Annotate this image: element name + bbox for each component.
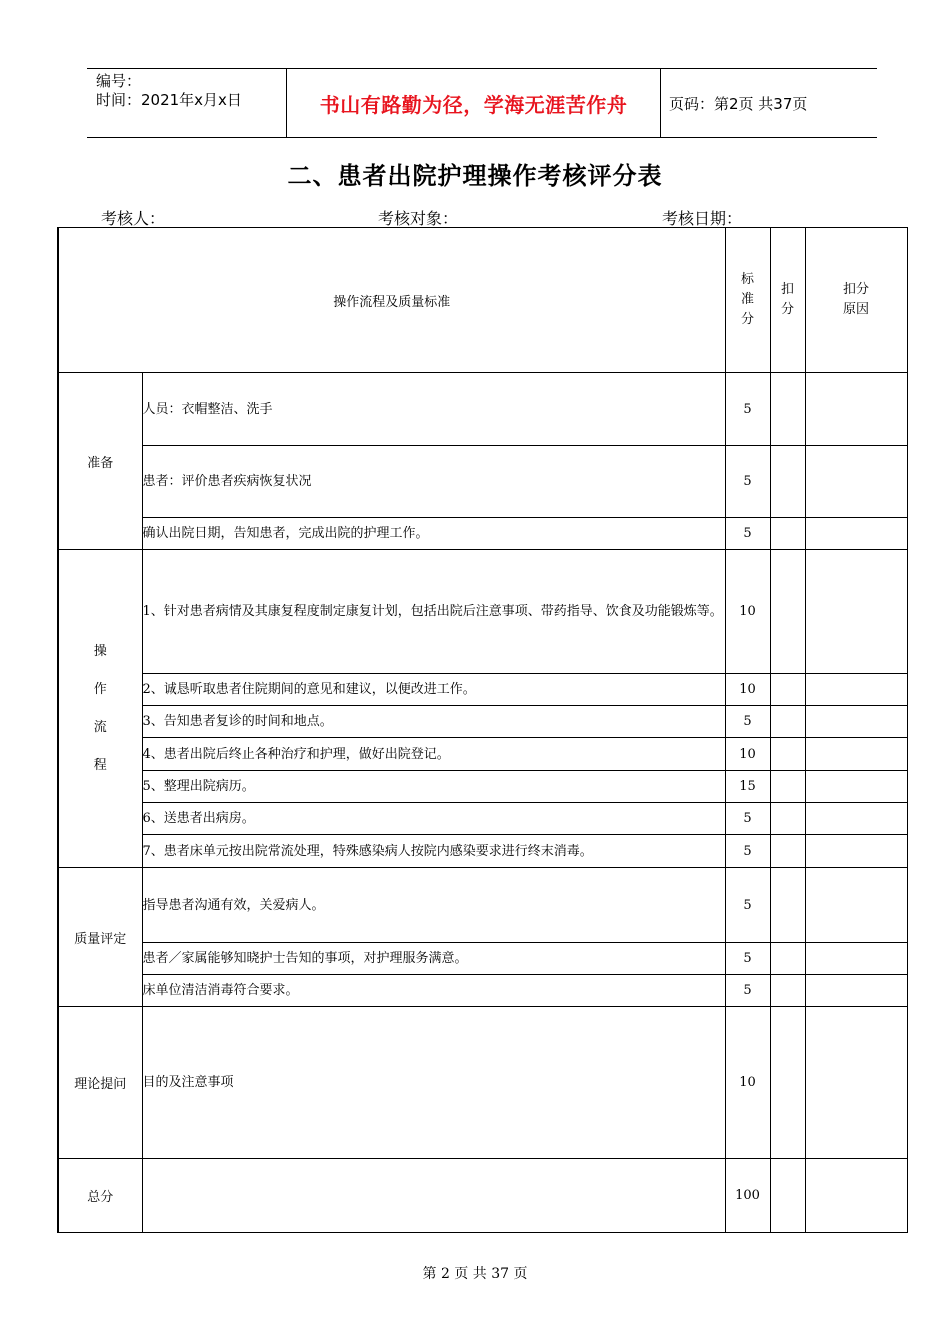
subject-label: 考核对象： xyxy=(378,209,459,228)
page-footer: 第 2 页 共 37 页 xyxy=(422,1266,528,1282)
reason-cell xyxy=(805,738,907,771)
standard-score: 10 xyxy=(725,674,770,706)
category-theory: 理论提问 xyxy=(58,1007,142,1159)
standard-score: 5 xyxy=(725,446,770,518)
table-row xyxy=(58,446,907,518)
reason-cell xyxy=(805,518,907,550)
table-row xyxy=(58,943,907,975)
deduct-cell xyxy=(770,446,805,518)
category-procedure: 操 作 流 程 xyxy=(58,550,142,868)
deduct-cell xyxy=(770,373,805,446)
page-title: 二、患者出院护理操作考核评分表 xyxy=(287,162,663,190)
total-row xyxy=(58,1159,907,1233)
standard-score: 10 xyxy=(725,738,770,771)
reason-cell xyxy=(805,975,907,1007)
reason-cell xyxy=(805,835,907,868)
table-row xyxy=(58,868,907,943)
deduct-cell xyxy=(770,943,805,975)
item-text: 3、告知患者复诊的时间和地点。 xyxy=(142,706,725,738)
table-row xyxy=(58,738,907,771)
item-text: 2、诚恳听取患者住院期间的意见和建议，以便改进工作。 xyxy=(142,674,725,706)
page-code-cell xyxy=(661,69,877,137)
table-header-row xyxy=(58,228,907,373)
item-text: 人员：衣帽整洁、洗手 xyxy=(142,373,725,446)
deduct-cell xyxy=(770,550,805,674)
item-text: 7、患者床单元按出院常流处理，特殊感染病人按院内感染要求进行终末消毒。 xyxy=(142,835,725,868)
item-text: 目的及注意事项 xyxy=(142,1007,725,1159)
criteria-header: 操作流程及质量标准 xyxy=(58,228,725,373)
category-prep: 准备 xyxy=(58,373,142,550)
standard-score: 10 xyxy=(725,550,770,674)
reason-cell xyxy=(805,373,907,446)
reason-cell xyxy=(805,868,907,943)
header-info xyxy=(87,69,286,137)
item-text: 1、针对患者病情及其康复程度制定康复计划，包括出院后注意事项、带药指导、饮食及功能锻炼等。 xyxy=(142,550,725,674)
item-text: 6、送患者出病房。 xyxy=(142,803,725,835)
deduct-cell xyxy=(770,738,805,771)
reason-cell xyxy=(805,1159,907,1233)
table-row xyxy=(58,373,907,446)
item-text: 患者：评价患者疾病恢复状况 xyxy=(142,446,725,518)
item-text: 患者／家属能够知晓护士告知的事项，对护理服务满意。 xyxy=(142,943,725,975)
standard-score: 5 xyxy=(725,868,770,943)
deduct-cell xyxy=(770,518,805,550)
standard-score: 5 xyxy=(725,373,770,446)
motto-text: 书山有路勤为径，学海无涯苦作舟 xyxy=(319,92,628,117)
reason-cell xyxy=(805,943,907,975)
document-header xyxy=(87,68,877,138)
table-row xyxy=(58,975,907,1007)
date-label: 考核日期： xyxy=(662,209,743,228)
examiner-label: 考核人： xyxy=(101,209,166,228)
item-text: 指导患者沟通有效，关爱病人。 xyxy=(142,868,725,943)
reason-cell xyxy=(805,803,907,835)
table-row xyxy=(58,771,907,803)
deduct-cell xyxy=(770,1007,805,1159)
table-row xyxy=(58,550,907,674)
table-row xyxy=(58,674,907,706)
item-text xyxy=(142,1159,725,1233)
reason-cell xyxy=(805,550,907,674)
time-label: 时间：2021年x月x日 xyxy=(96,91,242,109)
table-row xyxy=(58,518,907,550)
item-text: 确认出院日期，告知患者，完成出院的护理工作。 xyxy=(142,518,725,550)
deduct-cell xyxy=(770,706,805,738)
standard-score: 10 xyxy=(725,1007,770,1159)
item-text: 4、患者出院后终止各种治疗和护理，做好出院登记。 xyxy=(142,738,725,771)
standard-score: 5 xyxy=(725,835,770,868)
reason-cell xyxy=(805,1007,907,1159)
number-label: 编号： xyxy=(96,72,142,90)
reason-cell xyxy=(805,706,907,738)
item-text: 床单位清洁消毒符合要求。 xyxy=(142,975,725,1007)
item-text: 5、整理出院病历。 xyxy=(142,771,725,803)
deduct-cell xyxy=(770,835,805,868)
standard-score: 5 xyxy=(725,975,770,1007)
score-table xyxy=(57,227,908,1233)
standard-score: 5 xyxy=(725,518,770,550)
motto-cell xyxy=(286,69,661,137)
deduct-cell xyxy=(770,868,805,943)
standard-score-header: 标 准 分 xyxy=(725,228,770,373)
total-score: 100 xyxy=(725,1159,770,1233)
standard-score: 5 xyxy=(725,706,770,738)
table-row xyxy=(58,1007,907,1159)
reason-cell xyxy=(805,446,907,518)
page-code: 页码：第2页 共37页 xyxy=(669,94,808,113)
deduct-cell xyxy=(770,975,805,1007)
deduct-header: 扣 分 xyxy=(770,228,805,373)
reason-header: 扣分 原因 xyxy=(805,228,907,373)
table-row xyxy=(58,706,907,738)
category-quality: 质量评定 xyxy=(58,868,142,1007)
standard-score: 5 xyxy=(725,943,770,975)
reason-cell xyxy=(805,771,907,803)
deduct-cell xyxy=(770,771,805,803)
table-row xyxy=(58,835,907,868)
standard-score: 5 xyxy=(725,803,770,835)
deduct-cell xyxy=(770,674,805,706)
reason-cell xyxy=(805,674,907,706)
deduct-cell xyxy=(770,803,805,835)
table-row xyxy=(58,803,907,835)
category-total: 总分 xyxy=(58,1159,142,1233)
deduct-cell xyxy=(770,1159,805,1233)
standard-score: 15 xyxy=(725,771,770,803)
